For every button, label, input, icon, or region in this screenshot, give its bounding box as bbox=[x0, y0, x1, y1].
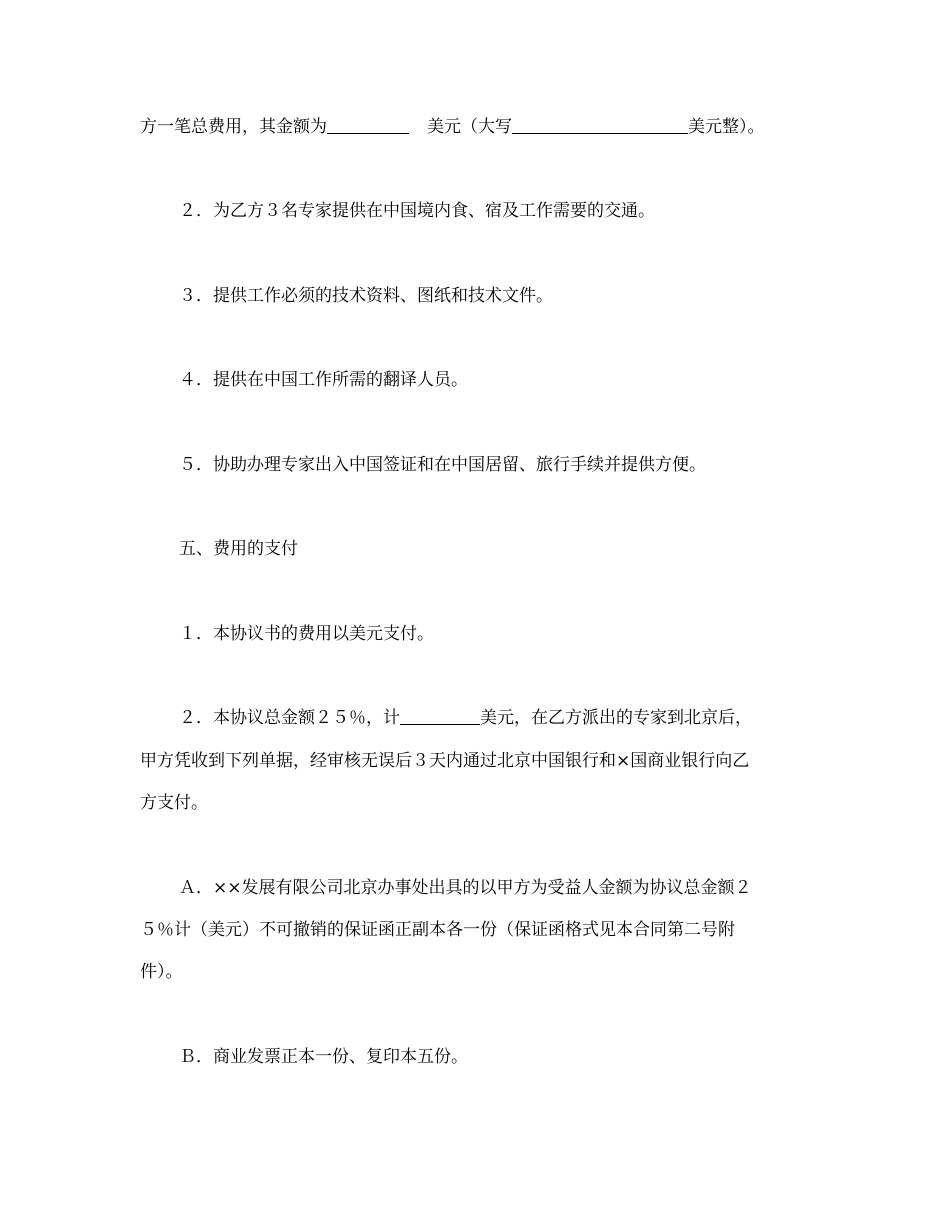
payment-item-2-line-3: 方支付。 bbox=[140, 793, 208, 813]
document-item-b: Ｂ．商业发票正本一份、复印本五份。 bbox=[179, 1047, 468, 1067]
list-item-2: ２．为乙方３名专家提供在中国境内食、宿及工作需要的交通。 bbox=[179, 201, 655, 221]
list-item-4: ４．提供在中国工作所需的翻译人员。 bbox=[179, 370, 468, 390]
section-heading: 五、费用的支付 bbox=[179, 539, 298, 559]
document-item-a-line-2: ５％计（美元）不可撤销的保证函正副本各一份（保证函格式见本合同第二号附 bbox=[140, 920, 735, 940]
fee-amount-end-text: 美元整）。 bbox=[688, 117, 765, 137]
payment-item-1: １．本协议书的费用以美元支付。 bbox=[179, 624, 434, 644]
paragraph-fee-amount bbox=[140, 116, 820, 138]
payment-item-2-text-cont: 美元，在乙方派出的专家到北京后， bbox=[480, 708, 752, 728]
document-item-a-line-3: 件）。 bbox=[140, 962, 183, 982]
amount-blank bbox=[327, 116, 409, 134]
fee-amount-text: 方一笔总费用，其金额为 bbox=[140, 117, 327, 137]
list-item-5: ５．协助办理专家出入中国签证和在中国居留、旅行手续并提供方便。 bbox=[179, 455, 706, 475]
list-item-3: ３．提供工作必须的技术资料、图纸和技术文件。 bbox=[179, 286, 553, 306]
fee-amount-usd-text: 美元（大写 bbox=[427, 117, 512, 137]
payment-item-2-line-1 bbox=[179, 707, 859, 729]
document-item-a-line-1: Ａ．××发展有限公司北京办事处出具的以甲方为受益人金额为协议总金额２ bbox=[179, 878, 752, 898]
payment-item-2-text: ２．本协议总金额２５％，计 bbox=[179, 708, 400, 728]
amount-in-words-blank bbox=[512, 116, 688, 134]
payment-amount-blank bbox=[400, 707, 480, 725]
payment-item-2-line-2: 甲方凭收到下列单据，经审核无误后３天内通过北京中国银行和×国商业银行向乙 bbox=[140, 751, 750, 771]
